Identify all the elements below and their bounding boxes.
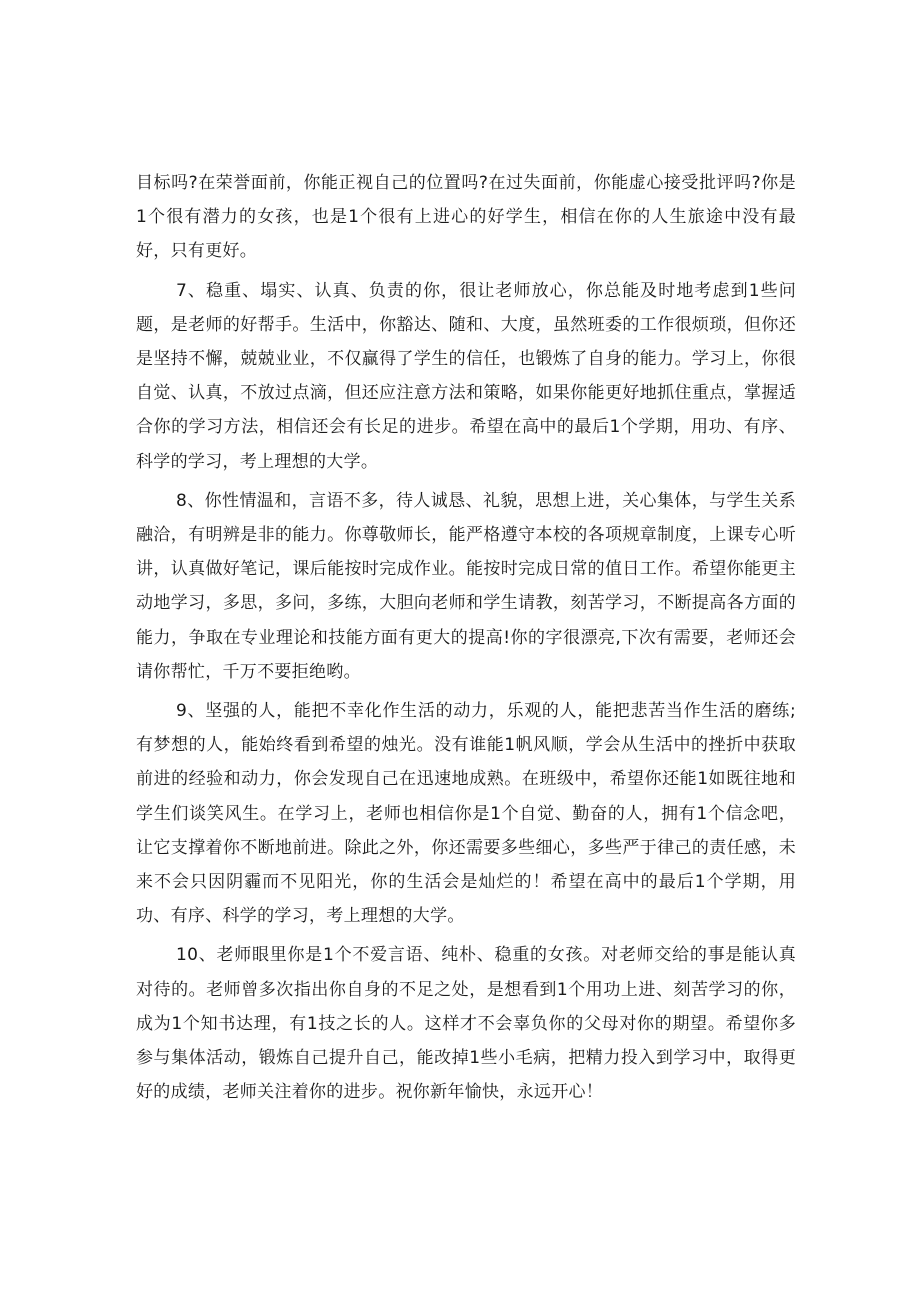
paragraph-continued: 目标吗?在荣誉面前，你能正视自己的位置吗?在过失面前，你能虚心接受批评吗?你是1个很有潜力的女孩，也是1个很有上进心的好学生，相信在你的人生旅途中没有最好，只有更好。: [136, 173, 796, 262]
paragraph-comment-8: 8、你性情温和，言语不多，待人诚恳、礼貌，思想上进，关心集体，与学生关系融洽，有明辨是非的能力。你尊敬师长，能严格遵守本校的各项规章制度，上课专心听讲，认真做好笔记，课后能按时完成作业。能按时完成日常的值日工作。希望你能更主动地学习，多思，多问，多练，大胆向老师和学生请教，刻苦学习，不断提高各方面的能力，争取在专业理论和技能方面有更大的提高!你的字很漂亮,下次有需要，老师还会请你帮忙，千万不要拒绝哟。: [136, 490, 796, 682]
paragraph-comment-7: 7、稳重、塌实、认真、负责的你，很让老师放心，你总能及时地考虑到1些问题，是老师的好帮手。生活中，你豁达、随和、大度，虽然班委的工作很烦琐，但你还是坚持不懈，兢兢业业，不仅赢得了学生的信任，也锻炼了自身的能力。学习上，你很自觉、认真，不放过点滴，但还应注意方法和策略，如果你能更好地抓住重点，掌握适合你的学习方法，相信还会有长足的进步。希望在高中的最后1个学期，用功、有序、科学的学习，考上理想的大学。: [136, 280, 796, 472]
paragraph-comment-10: 10、老师眼里你是1个不爱言语、纯朴、稳重的女孩。对老师交给的事是能认真对待的。老师曾多次指出你自身的不足之处，是想看到1个用功上进、刻苦学习的你，成为1个知书达理，有1技之长的人。这样才不会辜负你的父母对你的期望。希望你多参与集体活动，锻炼自己提升自己，能改掉1些小毛病，把精力投入到学习中，取得更好的成绩，老师关注着你的进步。祝你新年愉快，永远开心！: [136, 945, 796, 1103]
paragraph-comment-9: 9、坚强的人，能把不幸化作生活的动力，乐观的人，能把悲苦当作生活的磨练;有梦想的人，能始终看到希望的烛光。没有谁能1帆风顺，学会从生活中的挫折中获取前进的经验和动力，你会发现自己在迅速地成熟。在班级中，希望你还能1如既往地和学生们谈笑风生。在学习上，老师也相信你是1个自觉、勤奋的人，拥有1个信念吧，让它支撑着你不断地前进。除此之外，你还需要多些细心，多些严于律己的责任感，未来不会只因阴霾而不见阳光，你的生活会是灿烂的！希望在高中的最后1个学期，用功、有序、科学的学习，考上理想的大学。: [136, 701, 796, 927]
document-body: [136, 166, 796, 1114]
